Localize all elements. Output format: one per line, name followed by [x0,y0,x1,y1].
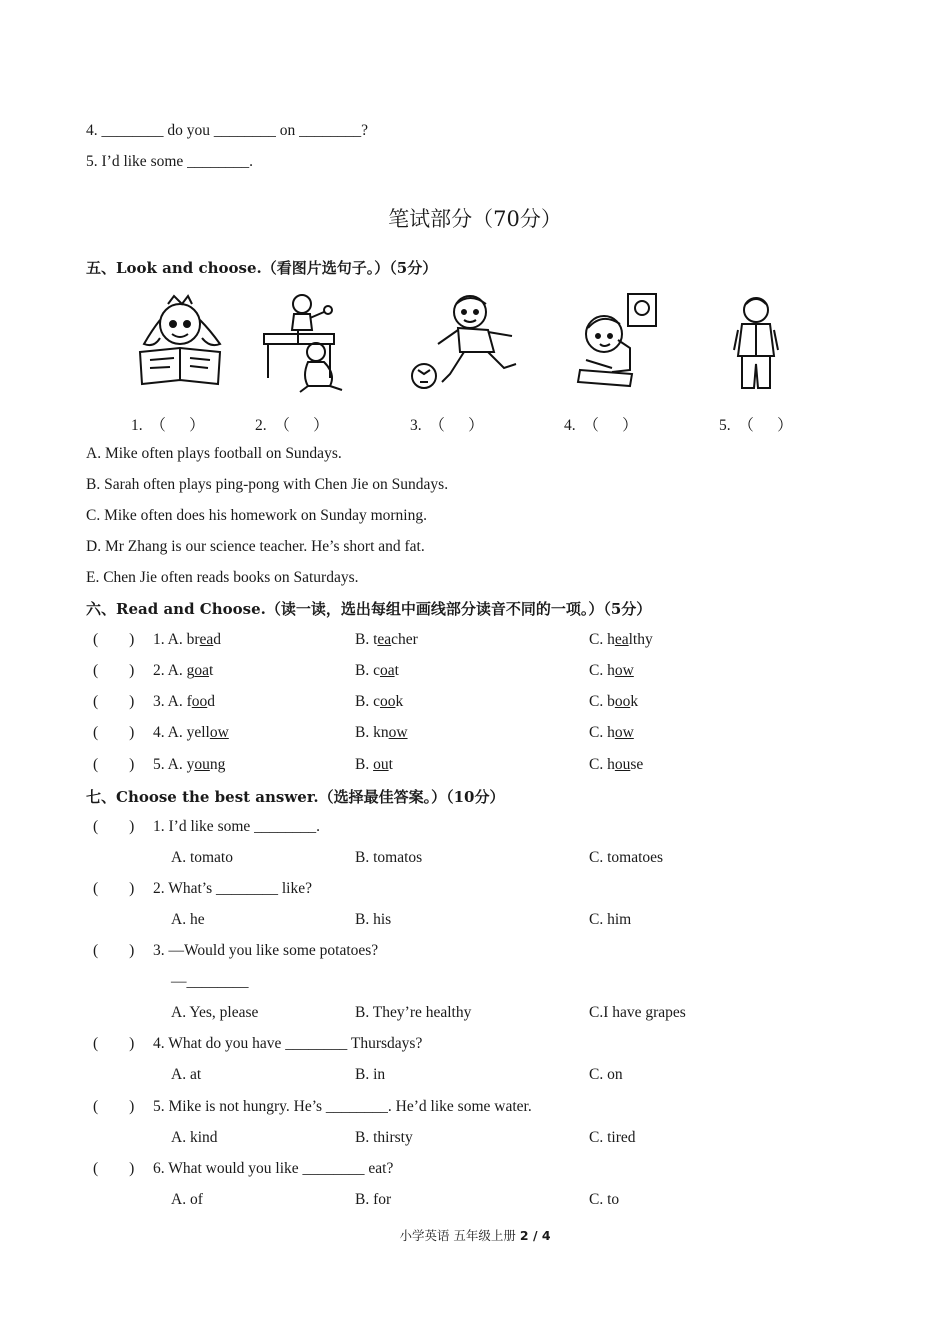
mc-question-6 [0,1160,950,1180]
word-part: B. c [355,693,380,710]
choice-a: A. tomato [171,849,233,866]
phonics-row-1 [0,631,950,651]
option-c: C. Mike often does his homework on Sunday morning. [86,507,427,524]
girl-reading-storybook-icon [130,290,234,394]
word-part: se [630,756,644,773]
word-part: lthy [628,631,653,648]
mc-options-6 [0,1191,950,1211]
underlined-letters: ow [388,724,408,741]
answer-blank: ( ) [93,631,135,648]
picture-2-number: 2. （ ） [255,417,329,434]
choice-b: B. thirsty [355,1129,413,1146]
mc-question-5 [0,1098,950,1118]
page-number: 2 / 4 [519,1228,551,1243]
underlined-letters: ea [614,631,629,648]
footer-text: 小学英语 五年级上册 [399,1228,520,1243]
option-e: E. Chen Jie often reads books on Saturdays. [86,569,359,586]
phonics-row-4 [0,724,950,744]
underlined-letters: ea [199,631,214,648]
word-part: ng [209,756,226,773]
mc-question-3 [0,942,950,962]
picture-5-number: 5. （ ） [719,417,793,434]
response-blank: —________ [171,973,249,990]
question-text: 3. —Would you like some potatoes? [153,942,379,959]
question-line-4: 4. ________ do you ________ on ________? [86,122,369,139]
choice-a: A. Yes, please [171,1004,259,1021]
phonics-row-5 [0,756,950,776]
item-number: 1. A. [153,631,187,648]
question-text: 6. What would you like ________ eat? [153,1160,394,1177]
choice-c: C. tomatoes [589,849,664,866]
choice-c: C. him [589,911,632,928]
choice-a: A. at [171,1066,202,1083]
word-part: y [186,756,195,773]
underlined-letters: oa [379,662,395,679]
word-part: cher [391,631,418,648]
underlined-letters: ou [373,756,389,773]
underlined-letters: oo [379,693,396,710]
answer-blank: ( ) [93,1098,135,1115]
answer-blank: ( ) [93,942,135,959]
word-part: d [213,631,222,648]
item-number: 5. A. [153,756,187,773]
choice-a: A. kind [171,1129,218,1146]
answer-blank: ( ) [93,693,135,710]
picture-1-number: 1. （ ） [131,417,205,434]
underlined-letters: ow [209,724,229,741]
word-part: C. b [589,693,615,710]
picture-3-number: 3. （ ） [410,417,484,434]
section-6-heading: 六、Read and Choose.（读一读，选出每组中画线部分读音不同的一项。）（5分） [86,600,652,618]
choice-c: C. on [589,1066,623,1083]
item-number: 3. A. [153,693,187,710]
section-5-heading: 五、Look and choose.（看图片选句子。）（5分） [86,259,438,277]
page-footer [0,1226,950,1244]
word-part: C. h [589,662,615,679]
choice-b: B. in [355,1066,386,1083]
word-part: br [186,631,200,648]
word-part: C. h [589,756,615,773]
picture-4-number: 4. （ ） [564,417,638,434]
section-7-heading: 七、Choose the best answer.（选择最佳答案。）（10分） [86,788,505,806]
question-line-5: 5. I’d like some ________. [86,153,254,170]
mc-options-5 [0,1129,950,1149]
answer-blank: ( ) [93,880,135,897]
phonics-row-3 [0,693,950,713]
choice-b: B. his [355,911,392,928]
answer-blank: ( ) [93,724,135,741]
mc-options-4 [0,1066,950,1086]
answer-blank: ( ) [93,1035,135,1052]
answer-blank: ( ) [93,818,135,835]
underlined-letters: ou [194,756,210,773]
choice-c: C. to [589,1191,620,1208]
choice-c: C. tired [589,1129,636,1146]
word-part: t [208,662,214,679]
mc-question-4 [0,1035,950,1055]
question-text: 1. I’d like some ________. [153,818,321,835]
underlined-letters: ow [614,724,634,741]
word-part: B. [355,756,374,773]
answer-blank: ( ) [93,662,135,679]
underlined-letters: oa [194,662,209,679]
question-text: 5. Mike is not hungry. He’s ________. He’d like some water. [153,1098,532,1115]
word-part: B. c [355,662,380,679]
word-part: B. t [355,631,378,648]
word-part: yell [186,724,210,741]
children-playing-ping-pong-icon [258,290,354,394]
choice-b: B. They’re healthy [355,1004,472,1021]
teacher-standing-icon [728,290,784,394]
choice-c: C.I have grapes [589,1004,686,1021]
item-number: 4. A. [153,724,187,741]
choice-b: B. tomatos [355,849,423,866]
answer-blank: ( ) [93,756,135,773]
mc-options-3 [0,1004,950,1024]
word-part: t [388,756,393,773]
answer-blank: ( ) [93,1160,135,1177]
word-part: B. kn [355,724,389,741]
boy-kicking-football-icon [408,290,526,394]
option-b: B. Sarah often plays ping-pong with Chen Jie on Sundays. [86,476,449,493]
question-text: 2. What’s ________ like? [153,880,312,897]
word-part: t [394,662,399,679]
underlined-letters: oo [614,693,631,710]
underlined-letters: oo [191,693,208,710]
section-title: 笔试部分（70分） [388,207,562,231]
dialogue-response-blank [0,973,950,993]
word-part: f [186,693,192,710]
underlined-letters: ow [614,662,634,679]
word-part: g [186,662,195,679]
underlined-letters: ou [614,756,631,773]
choice-b: B. for [355,1191,392,1208]
phonics-row-2 [0,662,950,682]
option-a: A. Mike often plays football on Sundays. [86,445,342,462]
word-part: k [395,693,404,710]
boy-doing-homework-icon [572,290,668,394]
mc-options-1 [0,849,950,869]
mc-question-1 [0,818,950,838]
mc-question-2 [0,880,950,900]
choice-a: A. he [171,911,205,928]
word-part: C. h [589,631,615,648]
choice-a: A. of [171,1191,203,1208]
word-part: C. h [589,724,615,741]
word-part: d [207,693,216,710]
word-part: k [630,693,639,710]
option-d: D. Mr Zhang is our science teacher. He’s short and fat. [86,538,425,555]
underlined-letters: ea [377,631,392,648]
mc-options-2 [0,911,950,931]
item-number: 2. A. [153,662,187,679]
question-text: 4. What do you have ________ Thursdays? [153,1035,423,1052]
